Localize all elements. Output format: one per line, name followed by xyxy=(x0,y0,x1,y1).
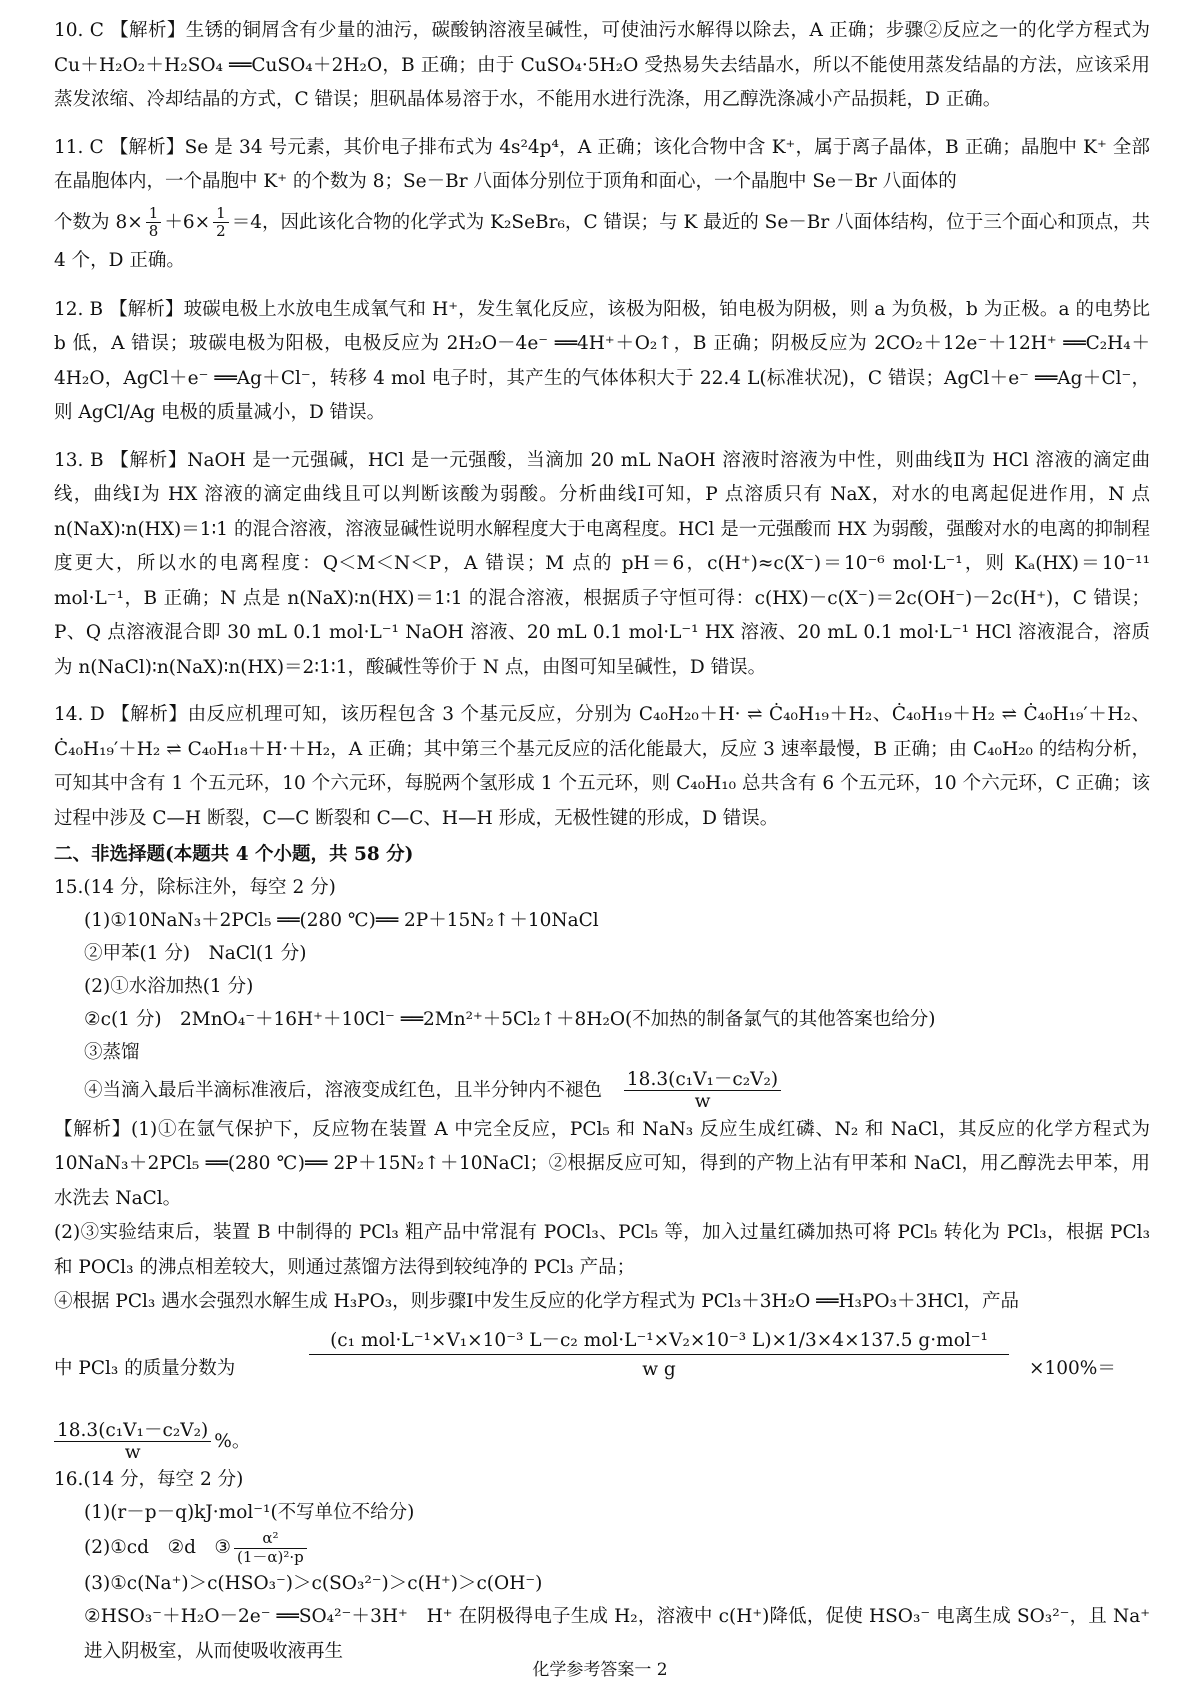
fraction-one-half xyxy=(213,205,229,241)
result-percent: %。 xyxy=(214,1430,251,1452)
answer-15-part1-1: (1)①10NaN₃＋2PCl₅ ══(280 ℃)══ 2P＋15N₂↑＋10NaCl xyxy=(84,910,599,931)
fraction-denominator: w xyxy=(124,1441,141,1463)
answer-item-16 xyxy=(54,1463,1150,1669)
answer-16-part1: (1)(r－p－q)kJ·mol⁻¹(不写单位不给分) xyxy=(84,1502,415,1524)
fraction-denominator: w g xyxy=(642,1358,676,1380)
answer-item-12: 12. B 【解析】玻碳电极上水放电生成氧气和 H⁺，发生氧化反应，该极为阳极，铂电极为阴极，则 a 为负极，b 为正极。a 的电势比 b 低，A 错误；玻碳电极为阳极，电极反应为 2H₂O－4e⁻ ══4H⁺＋O₂↑，B 正确；阴极反应为 2CO₂＋12e⁻＋12H⁺ ══C₂H₄＋4H₂O，AgCl＋e⁻ ══Ag＋Cl⁻，转移 4 mol 电子时，其产生的气体体积大于 22.4 L(标准状况)，C 错误；AgCl＋e⁻ ══Ag＋Cl⁻，则 AgCl/Ag 电极的质量减小，D 错误。 xyxy=(54,298,1150,423)
section-title: 二、非选择题(本题共 4 个小题，共 58 分) xyxy=(54,844,414,865)
calculation-label: 中 PCl₃ 的质量分数为 xyxy=(54,1357,236,1379)
fraction-numerator: 18.3(c₁V₁－c₂V₂) xyxy=(54,1420,211,1442)
answer-15-explanation-3: ④根据 PCl₃ 遇水会强烈水解生成 H₃PO₃，则步骤Ⅰ中发生反应的化学方程式为 PCl₃＋3H₂O ══H₃PO₃＋3HCl，产品 xyxy=(54,1291,1019,1313)
equilibrium-constant-fraction xyxy=(234,1530,307,1566)
answer-11-text-a: 个数为 8× xyxy=(54,211,143,233)
answer-11-text-b: ＋6× xyxy=(164,211,211,233)
page-footer: 化学参考答案一 2 xyxy=(532,1660,668,1680)
answer-16-header: 16.(14 分，每空 2 分) xyxy=(54,1469,244,1491)
answer-item-14: 14. D 【解析】由反应机理可知，该历程包含 3 个基元反应，分别为 C₄₀H₂₀＋H· ⇌ Ċ₄₀H₁₉＋H₂、Ċ₄₀H₁₉＋H₂ ⇌ Ċ₄₀H₁₉′＋H₂、Ċ₄₀H₁₉′＋H₂ ⇌ C₄₀H₁₈＋H·＋H₂，A 正确；其中第三个基元反应的活化能最大，反应 3 速率最慢，B 正确；由 C₄₀H₂₀ 的结构分析，可知其中含有 1 个五元环，10 个六元环，每脱两个氢形成 1 个五元环，则 C₄₀H₁₀ 总共含有 6 个五元环，10 个六元环，C 正确；该过程中涉及 C—H 断裂，C—C 断裂和 C—C、H—H 形成，无极性键的形成，D 错误。 xyxy=(54,704,1150,829)
fraction-numerator: (c₁ mol·L⁻¹×V₁×10⁻³ L－c₂ mol·L⁻¹×V₂×10⁻³ L)×1/3×4×137.5 g·mol⁻¹ xyxy=(309,1326,1009,1355)
answer-15-header: 15.(14 分，除标注外，每空 2 分) xyxy=(54,877,336,898)
answer-16-part3-2: ②HSO₃⁻＋H₂O－2e⁻ ══SO₄²⁻＋3H⁺ H⁺ 在阴极得电子生成 H₂，溶液中 c(H⁺)降低，促使 HSO₃⁻ 电离生成 SO₃²⁻，且 Na⁺ 进入阴极室，从而使吸收液再生 xyxy=(84,1606,1150,1662)
result-fraction xyxy=(54,1420,211,1464)
answer-item-15 xyxy=(54,871,1150,1463)
answer-11-fraction-row xyxy=(54,204,1150,280)
answer-item-11 xyxy=(54,131,1150,280)
mass-fraction-calculation xyxy=(54,1324,1150,1420)
answer-15-part2-2: ②c(1 分) 2MnO₄⁻＋16H⁺＋10Cl⁻ ══2Mn²⁺＋5Cl₂↑＋8H₂O(不加热的制备氯气的其他答案也给分) xyxy=(84,1009,936,1030)
fraction-denominator: (1－α)²·p xyxy=(237,1547,304,1566)
answer-15-explanation-2: (2)③实验结束后，装置 B 中制得的 PCl₃ 粗产品中常混有 POCl₃、PCl₅ 等，加入过量红磷加热可将 PCl₅ 转化为 PCl₃，根据 PCl₃ 和 POCl₃ 的沸点相差较大，则通过蒸馏方法得到较纯净的 PCl₃ 产品； xyxy=(54,1222,1150,1278)
calculation-suffix: ×100%＝ xyxy=(1029,1357,1116,1379)
fraction-denominator: w xyxy=(694,1091,711,1113)
calculation-result xyxy=(54,1420,1150,1464)
answer-16-part2 xyxy=(54,1529,1150,1567)
answer-15-endpoint-text: ④当滴入最后半滴标准液后，溶液变成红色，且半分钟内不褪色 xyxy=(84,1079,603,1101)
answer-16-part3-1: (3)①c(Na⁺)＞c(HSO₃⁻)＞c(SO₃²⁻)＞c(H⁺)＞c(OH⁻) xyxy=(84,1573,543,1595)
answer-11-text-c: ＝4，因此该化合物的化学式为 K₂SeBr₆，C 错误；与 K 最近的 Se－Br 八面体结构，位于三个面心和顶点，共 4 个，D 正确。 xyxy=(54,211,1151,271)
answer-item-13: 13. B 【解析】NaOH 是一元强碱，HCl 是一元强酸，当滴加 20 mL NaOH 溶液时溶液为中性，则曲线Ⅱ为 HCl 溶液的滴定曲线，曲线Ⅰ为 HX 溶液的滴定曲线且可以判断该酸为弱酸。分析曲线Ⅰ可知，P 点溶质只有 NaX，对水的电离起促进作用，N 点 n(NaX)∶n(HX)＝1∶1 的混合溶液，溶液显碱性说明水解程度大于电离程度。HCl 是一元强酸而 HX 为弱酸，强酸对水的电离的抑制程度更大，所以水的电离程度：Q＜M＜N＜P，A 错误；M 点的 pH＝6，c(H⁺)≈c(X⁻)＝10⁻⁶ mol·L⁻¹，则 Kₐ(HX)＝10⁻¹¹ mol·L⁻¹，B 正确；N 点是 n(NaX)∶n(HX)＝1∶1 的混合溶液，根据质子守恒可得：c(HX)－c(X⁻)＝2c(OH⁻)－2c(H⁺)，C 错误；P、Q 点溶液混合即 30 mL 0.1 mol·L⁻¹ NaOH 溶液、20 mL 0.1 mol·L⁻¹ HX 溶液、20 mL 0.1 mol·L⁻¹ HCl 溶液混合，溶质为 n(NaCl)∶n(NaX)∶n(HX)＝2∶1∶1，酸碱性等价于 N 点，由图可知呈碱性，D 错误。 xyxy=(54,449,1150,678)
fraction-denominator: 8 xyxy=(148,222,159,240)
mass-fraction-formula xyxy=(624,1069,781,1113)
answer-16-part2-text: (2)①cd ②d ③ xyxy=(84,1537,232,1559)
calculation-fraction xyxy=(309,1326,1009,1380)
fraction-numerator: 18.3(c₁V₁－c₂V₂) xyxy=(624,1069,781,1091)
answer-15-part2-1: (2)①水浴加热(1 分) xyxy=(84,976,254,997)
fraction-denominator: 2 xyxy=(216,222,226,240)
answer-15-part2-4 xyxy=(54,1069,1150,1113)
fraction-numerator: 1 xyxy=(146,205,162,223)
fraction-numerator: 1 xyxy=(213,205,229,223)
answer-15-part2-3: ③蒸馏 xyxy=(84,1042,140,1063)
fraction-numerator: α² xyxy=(234,1530,307,1548)
answer-11-text: 11. C 【解析】Se 是 34 号元素，其价电子排布式为 4s²4p⁴，A 正确；该化合物中含 K⁺，属于离子晶体，B 正确；晶胞中 K⁺ 全部在晶胞体内，一个晶胞中 K⁺ 的个数为 8；Se－Br 八面体分别位于顶角和面心，一个晶胞中 Se－Br 八面体的 xyxy=(54,136,1150,192)
fraction-one-eighth xyxy=(146,205,162,241)
answer-item-10: 10. C 【解析】生锈的铜屑含有少量的油污，碳酸钠溶液呈碱性，可使油污水解得以除去，A 正确；步骤②反应之一的化学方程式为Cu＋H₂O₂＋H₂SO₄ ══CuSO₄＋2H₂O，B 正确；由于 CuSO₄·5H₂O 受热易失去结晶水，所以不能使用蒸发结晶的方法，应该采用蒸发浓缩、冷却结晶的方式，C 错误；胆矾晶体易溶于水，不能用水进行洗涤，用乙醇洗涤减小产品损耗，D 正确。 xyxy=(54,20,1150,110)
answer-15-part1-2: ②甲苯(1 分) NaCl(1 分) xyxy=(84,943,307,964)
answer-15-explanation-1: 【解析】(1)①在氩气保护下，反应物在装置 A 中完全反应，PCl₅ 和 NaN₃ 反应生成红磷、N₂ 和 NaCl，其反应的化学方程式为 10NaN₃＋2PCl₅ ══(280 ℃)══ 2P＋15N₂↑＋10NaCl；②根据反应可知，得到的产物上沾有甲苯和 NaCl，用乙醇洗去甲苯，用水洗去 NaCl。 xyxy=(54,1118,1150,1209)
